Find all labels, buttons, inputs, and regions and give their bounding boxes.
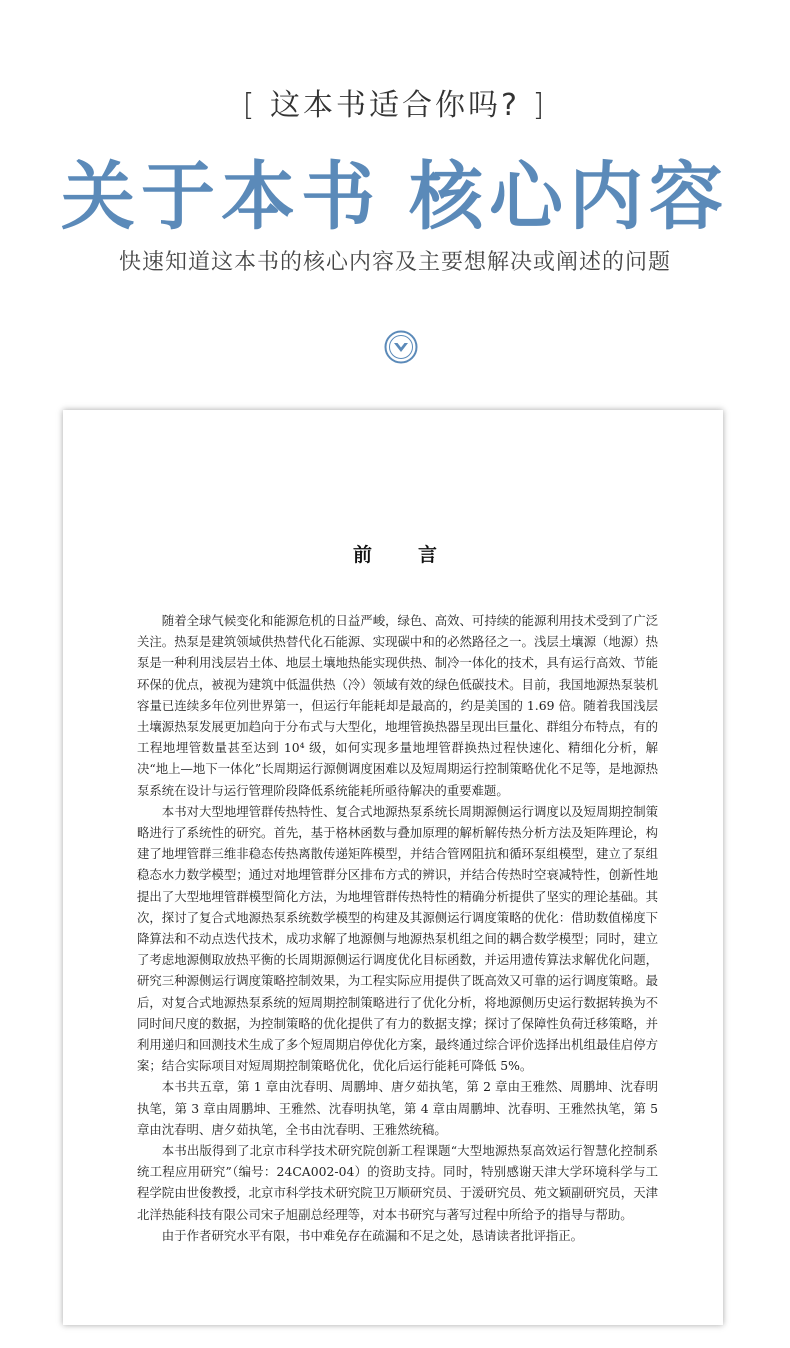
paragraph: 随着全球气候变化和能源危机的日益严峻，绿色、高效、可持续的能源利用技术受到了广泛关注。热泵是建筑领域供热替代化石能源、实现碳中和的必然路径之一。浅层土壤源（地源）热泵是一种利用浅层岩土体、地层土壤地热能实现供热、制冷一体化的技术，具有运行高效、节能环保的优点，被视为建筑中低温供热（冷）领域有效的绿色低碳技术。目前，我国地源热泵装机容量已连续多年位列世界第一，但运行年能耗却是最高的，约是美国的 1.69 倍。随着我国浅层土壤源热泵发展更加趋向于分布式与大型化，地埋管换热器呈现出巨量化、群组分布特点，有的工程地埋管数量甚至达到 10⁴ 级，如何实现多量地埋管群换热过程快速化、精细化分析，解决“地上—地下一体化”长周期运行源侧调度困难以及短周期运行控制策略优化不足等，是地源热泵系统在设计与运行管理阶段降低系统能耗所亟待解决的重要难题。 bbox=[137, 613, 658, 798]
subtitle: 快速知道这本书的核心内容及主要想解决或阐述的问题 bbox=[118, 250, 671, 275]
paragraph: 由于作者研究水平有限，书中难免存在疏漏和不足之处，恳请读者批评指正。 bbox=[161, 1227, 584, 1243]
paragraph: 本书对大型地埋管群传热特性、复合式地源热泵系统长周期源侧运行调度以及短周期控制策略进行了系统性的研究。首先，基于格林函数与叠加原理的解析解传热分析方法及矩阵理论，构建了地埋管群三维非稳态传热离散传递矩阵模型，并结合管网阻抗和循环泵组模型，建立了泵组稳态水力数学模型；通过对地埋管群分区排布方式的辨识，并结合传热时空衰减特性，创新性地提出了大型地埋管群模型简化方法，为地埋管群传热特性的精确分析提供了坚实的理论基础。其次，探讨了复合式地源热泵系统数学模型的构建及其源侧运行调度策略的优化：借助数值梯度下降算法和不动点迭代技术，成功求解了地源侧与地源热泵机组之间的耦合数学模型；同时，建立了考虑地源侧取放热平衡的长周期源侧运行调度优化目标函数，并运用遗传算法求解优化问题，研究三种源侧运行调度策略控制效果，为工程实际应用提供了既高效又可靠的运行调度策略。最后，对复合式地源热泵系统的短周期控制策略进行了优化分析，将地源侧历史运行数据转换为不同时间尺度的数据，为控制策略的优化提供了有力的数据支撑；探讨了保障性负荷迁移策略，并利用递归和回测技术生成了多个短周期启停优化方案，最终通过综合评价选择出机组最佳启停方案；结合实际项目对短周期控制策略优化，优化后运行能耗可降低 5%。 bbox=[137, 803, 658, 1074]
bracket-close: ] bbox=[532, 88, 548, 123]
title-part-2: 核心内容 bbox=[409, 154, 729, 240]
title-part-1: 关于本书 bbox=[61, 154, 381, 240]
question-line bbox=[0, 80, 790, 124]
header-section bbox=[0, 0, 790, 400]
question-text: 这本书适合你吗? bbox=[270, 88, 520, 123]
bracket-open: [ bbox=[242, 88, 258, 123]
paragraph: 本书共五章，第 1 章由沈春明、周鹏坤、唐夕茹执笔，第 2 章由王雅然、周鹏坤、沈春明执笔，第 3 章由周鹏坤、王雅然、沈春明执笔，第 4 章由周鹏坤、沈春明、王雅然执笔，第 5 章由沈春明、唐夕茹执笔，全书由沈春明、王雅然统稿。 bbox=[137, 1079, 658, 1137]
preface-body bbox=[137, 610, 658, 1246]
paragraph: 本书出版得到了北京市科学技术研究院创新工程课题“大型地源热泵高效运行智慧化控制系统工程应用研究”（编号：24CA002-04）的资助支持。同时，特别感谢天津大学环境科学与工程学院由世俊教授，北京市科学技术研究院卫万顺研究员、于湲研究员、苑文颖副研究员，天津北洋热能科技有限公司宋子旭副总经理等，对本书研究与著写过程中所给予的指导与帮助。 bbox=[137, 1143, 658, 1222]
chevron-down-circle-icon bbox=[384, 330, 418, 364]
page-title bbox=[0, 138, 790, 244]
page-heading: 前言 bbox=[352, 544, 483, 566]
